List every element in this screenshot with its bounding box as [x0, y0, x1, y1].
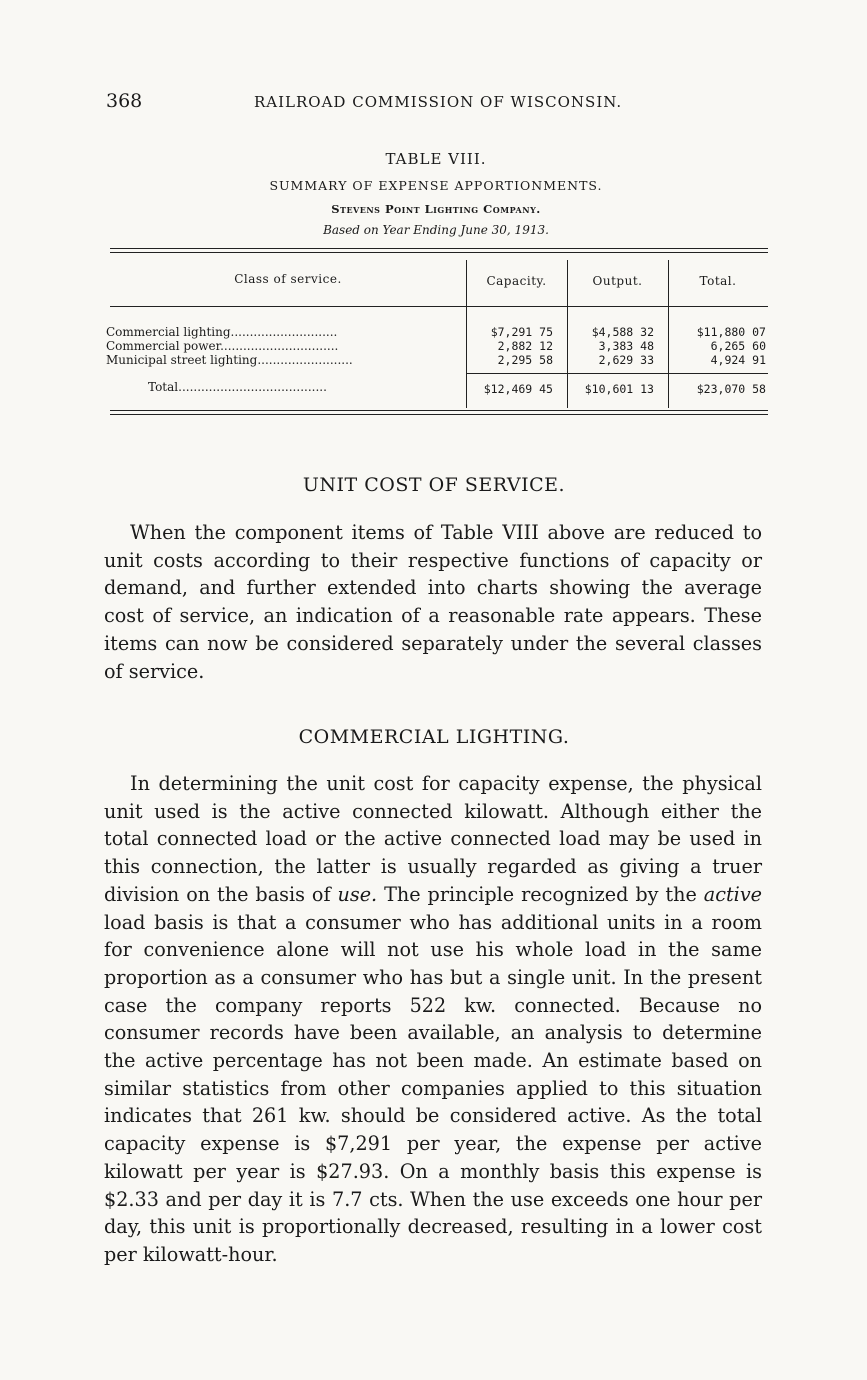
paragraph-text: In determining the unit cost for capacity expense, the physical unit used is the active connected kilowatt. Although either the total connected load or the active connected load may be used in this connection, the latter is usually regarded as giving a truer division on the basis of use. The principle recognized by the active load basis is that a consumer who has additional units in a room for convenience alone will not use his whole load in the same proportion as a consumer who has but a single unit. In the present case the company reports 522 kw. connected. Because no consumer records have been available, an analysis to determine the active percentage has not been made. An estimate based on similar statistics from other companies applied to this situation indicates that 261 kw. should be considered active. As the total capacity expense is $7,291 per year, the expense per active kilowatt per year is $27.93. On a monthly basis this expense is $2.33 and per day it is 7.7 cts. When the use exceeds one hour per day, this unit is proportionally decreased, resulting in a lower cost per kilowatt-hour.	[104, 772, 763, 1266]
cell-total: $11,880 07	[696, 325, 766, 339]
table-basis: Based on Year Ending June 30, 1913.	[323, 223, 549, 237]
cell-total-total: $23,070 58	[696, 382, 766, 396]
italic-use: use.	[337, 882, 378, 906]
page-number: 368	[106, 90, 143, 112]
cell-capacity: 2,882 12	[497, 339, 553, 353]
running-title: RAILROAD COMMISSION OF WISCONSIN.	[254, 93, 623, 111]
cell-output: 3,383 48	[598, 339, 654, 353]
cell-total: 4,924 91	[710, 353, 766, 367]
table-company: Stevens Point Lighting Company.	[331, 202, 541, 216]
table-title: SUMMARY OF EXPENSE APPORTIONMENTS.	[269, 178, 603, 193]
table-top-rule-inner	[110, 252, 768, 253]
table-bottom-rule	[110, 410, 768, 411]
column-header-class: Class of service.	[234, 272, 342, 286]
table-top-rule	[110, 248, 768, 249]
row-label-commercial-power: Commercial power...............................	[106, 339, 339, 353]
row-label-municipal-street-lighting: Municipal street lighting.........................	[106, 353, 353, 367]
paragraph-commercial-lighting	[104, 770, 762, 1269]
row-label-commercial-lighting: Commercial lighting............................	[106, 325, 338, 339]
column-header-total: Total.	[699, 274, 737, 288]
row-label-total: Total.......................................	[148, 380, 327, 394]
cell-output: 2,629 33	[598, 353, 654, 367]
cell-output-total: $10,601 13	[584, 382, 654, 396]
cell-capacity: 2,295 58	[497, 353, 553, 367]
running-head	[106, 90, 766, 120]
section-title-unit-cost: UNIT COST OF SERVICE.	[302, 474, 566, 496]
italic-active: active	[703, 882, 763, 906]
header-rule	[110, 306, 768, 307]
cell-output: $4,588 32	[591, 325, 654, 339]
paragraph-text: When the component items of Table VIII above are reduced to unit costs according to their respective functions of capacity or demand, and further extended into charts showing the average cost of service, an indication of a reasonable rate appears. These items can now be considered separately under the several classes of service.	[104, 521, 762, 683]
section-title-commercial-lighting: COMMERCIAL LIGHTING.	[298, 726, 570, 748]
subtotal-rule	[466, 373, 768, 374]
table-number: TABLE VIII.	[385, 150, 487, 168]
cell-total: 6,265 60	[710, 339, 766, 353]
table-bottom-rule-inner	[110, 414, 768, 415]
column-header-capacity: Capacity.	[486, 274, 547, 288]
column-header-output: Output.	[592, 274, 643, 288]
paragraph-unit-cost	[104, 519, 762, 685]
cell-capacity-total: $12,469 45	[483, 382, 553, 396]
cell-capacity: $7,291 75	[490, 325, 553, 339]
